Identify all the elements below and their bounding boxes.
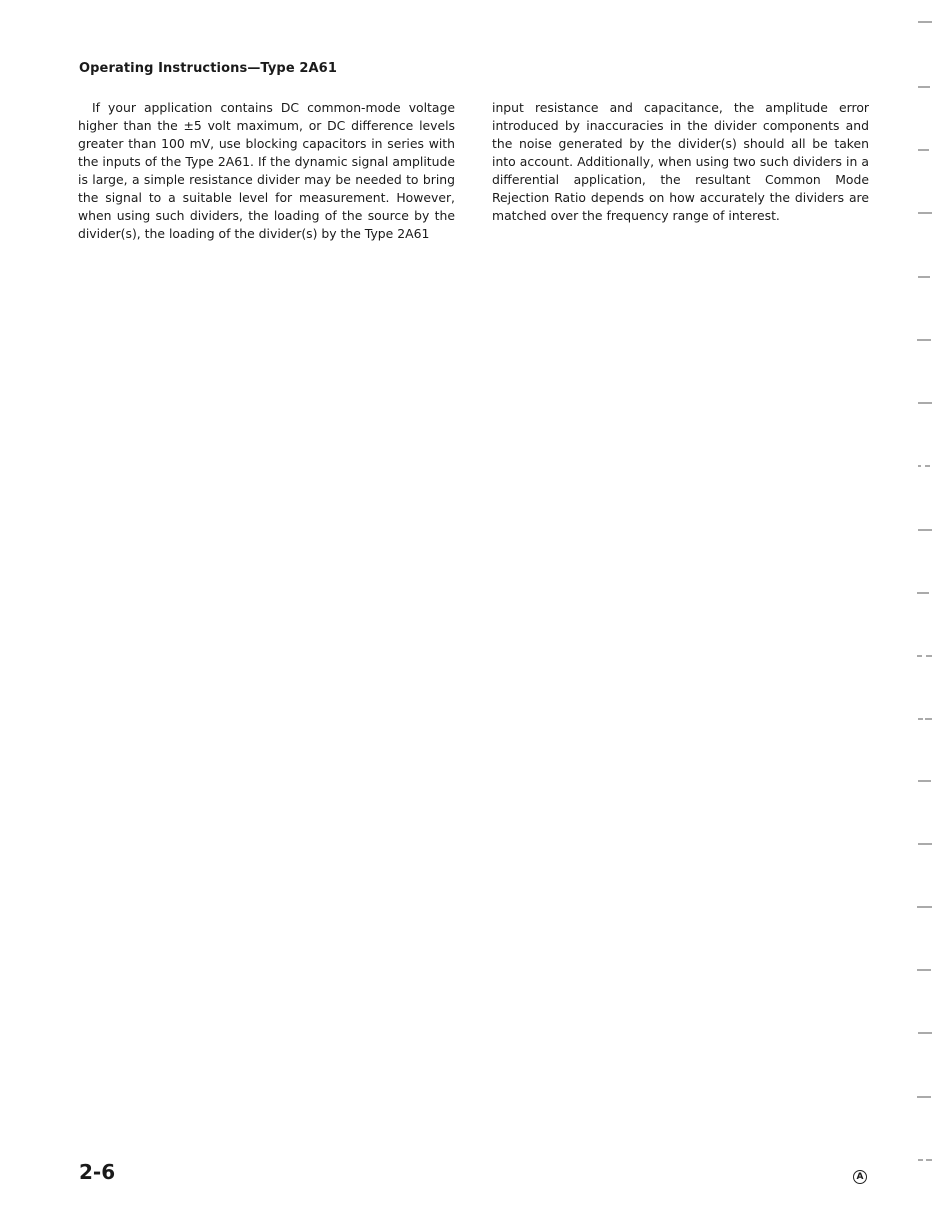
revision-mark-icon: A xyxy=(853,1170,867,1184)
body-paragraph-left: If your application contains DC common-mode voltage higher than the ±5 volt maximum, or DC difference levels greater than 100 mV, use blocking capacitors in series with the inputs of the Type 2A61. If the dynamic signal amplitude is large, a simple resistance divider may be needed to bring the signal to a suitable level for measurement. However, when using such dividers, the loading of the source by the divider(s), the loading of the divider(s) by the Type 2A61 xyxy=(78,100,455,241)
page-header-title: Operating Instructions—Type 2A61 xyxy=(79,61,337,76)
body-paragraph-right: input resistance and capacitance, the amplitude error introduced by inaccuracies in the divider components and the noise generated by the divider(s) should all be taken into account. Additionally, when using two such dividers in a differential application, the resultant Common Mode Rejection Ratio depends on how accurately the dividers are matched over the frequency range of interest. xyxy=(492,100,869,223)
page-number: 2-6 xyxy=(79,1160,116,1184)
